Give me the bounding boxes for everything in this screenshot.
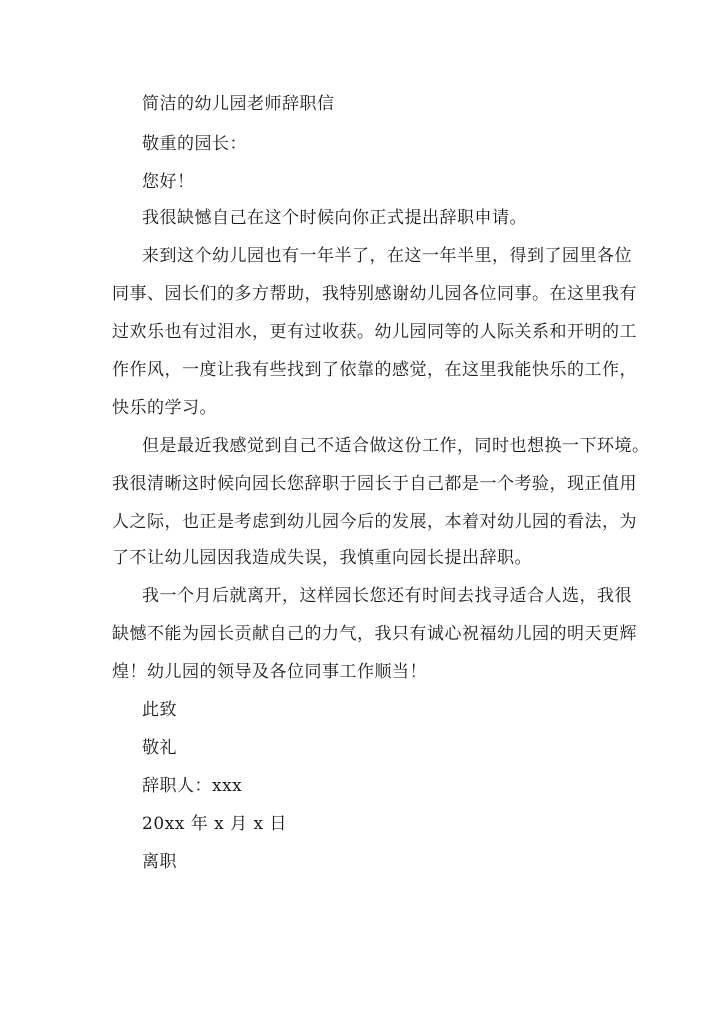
paragraph-2-line: 作作风，一度让我有些找到了依靠的感觉，在这里我能快乐的工作， [112,360,637,380]
paragraph-2-line: 快乐的学习。 [112,398,217,418]
paragraph-4-line: 缺憾不能为园长贡献自己的力气，我只有诚心祝福幼儿园的明天更辉 [112,624,637,644]
footer-note: 离职 [142,852,177,872]
letter-title: 简洁的幼儿园老师辞职信 [142,94,335,114]
paragraph-3-line: 了不让幼儿园因我造成失误，我慎重向园长提出辞职。 [112,548,532,568]
paragraph-3-line: 但是最近我感觉到自己不适合做这份工作，同时也想换一下环境。 [142,436,650,456]
closing-line-1: 此致 [142,700,177,720]
salutation: 敬重的园长： [142,134,247,154]
paragraph-2-line: 过欢乐也有过泪水，更有过收获。幼儿园同等的人际关系和开明的工 [112,322,637,342]
date: 20xx 年 x 月 x 日 [142,814,288,834]
greeting: 您好！ [142,172,195,192]
closing-line-2: 敬礼 [142,738,177,758]
paragraph-1: 我很缺憾自己在这个时候向你正式提出辞职申请。 [142,208,527,228]
paragraph-4-line: 煌！幼儿园的领导及各位同事工作顺当！ [112,662,427,682]
signature: 辞职人：xxx [142,776,243,796]
paragraph-3-line: 我很清晰这时候向园长您辞职于园长于自己都是一个考验，现正值用 [112,474,637,494]
paragraph-2-line: 同事、园长们的多方帮助，我特别感谢幼儿园各位同事。在这里我有 [112,284,637,304]
paragraph-2-line: 来到这个幼儿园也有一年半了，在这一年半里，得到了园里各位 [142,246,632,266]
paragraph-3-line: 人之际，也正是考虑到幼儿园今后的发展，本着对幼儿园的看法，为 [112,512,637,532]
paragraph-4-line: 我一个月后就离开，这样园长您还有时间去找寻适合人选，我很 [142,586,632,606]
